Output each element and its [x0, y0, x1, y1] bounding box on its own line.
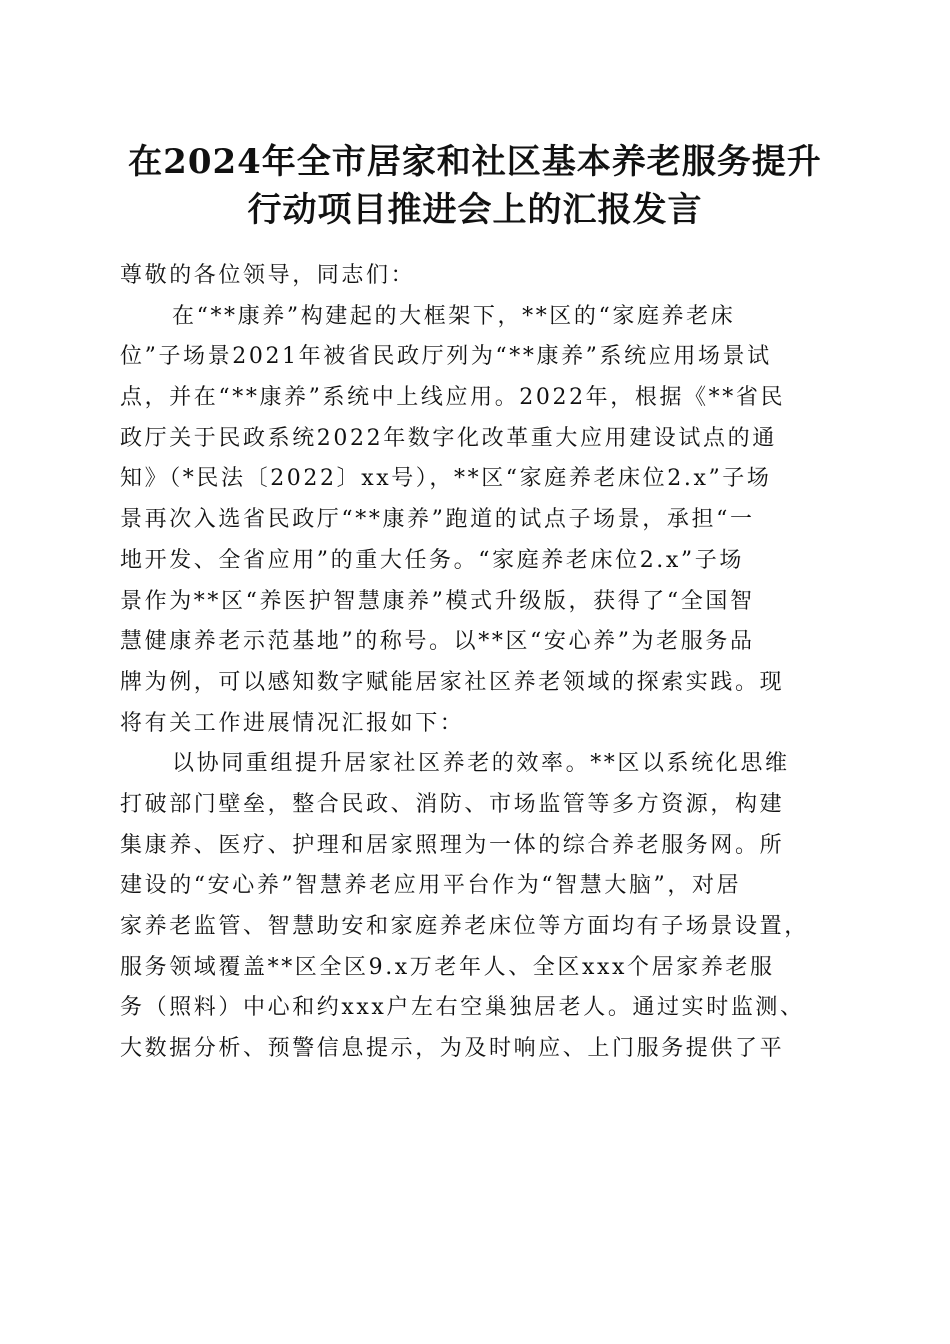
paragraph-2-line: 以协同重组提升居家社区养老的效率。**区以系统化思维 — [172, 751, 790, 777]
paragraph-1-line: 地开发、全省应用”的重大任务。“家庭养老床位2.x”子场 — [120, 547, 744, 573]
salutation: 尊敬的各位领导，同志们： — [120, 263, 416, 288]
paragraph-2-line: 服务领域覆盖**区全区9.x万老年人、全区xxx个居家养老服 — [120, 954, 775, 980]
paragraph-1-line: 知》（*民法〔2022〕xx号），**区“家庭养老床位2.x”子场 — [120, 466, 772, 492]
paragraph-2-line: 集康养、医疗、护理和居家照理为一体的综合养老服务网。所 — [120, 832, 785, 858]
title-line-2: 行动项目推进会上的汇报发言 — [247, 190, 703, 230]
paragraph-1-line: 慧健康养老示范基地”的称号。以**区“安心养”为老服务品 — [120, 629, 755, 655]
document-body — [120, 256, 832, 1070]
paragraph-1-line: 将有关工作进展情况汇报如下： — [120, 710, 465, 736]
paragraph-2-line: 务（照料）中心和约xxx户左右空巢独居老人。通过实时监测、 — [120, 995, 805, 1021]
paragraph-1-line: 政厅关于民政系统2022年数字化改革重大应用建设试点的通 — [120, 425, 777, 451]
paragraph-2-line: 家养老监管、智慧助安和家庭养老床位等方面均有子场景设置， — [120, 914, 809, 939]
paragraph-1-line: 景作为**区“养医护智慧康养”模式升级版，获得了“全国智 — [120, 588, 755, 614]
paragraph-1-line: 位”子场景2021年被省民政厅列为“**康养”系统应用场景试 — [120, 344, 772, 370]
document-title — [90, 138, 860, 234]
title-line-1: 在2024年全市居家和社区基本养老服务提升 — [128, 142, 822, 182]
paragraph-1-line: 在“**康养”构建起的大框架下，**区的“家庭养老床 — [172, 303, 736, 329]
paragraph-1-line: 景再次入选省民政厅“**康养”跑道的试点子场景，承担“一 — [120, 507, 755, 533]
paragraph-2-line: 大数据分析、预警信息提示，为及时响应、上门服务提供了平 — [120, 1036, 785, 1062]
paragraph-2-line: 打破部门壁垒，整合民政、消防、市场监管等多方资源，构建 — [120, 791, 785, 817]
paragraph-2-line: 建设的“安心养”智慧养老应用平台作为“智慧大脑”，对居 — [120, 873, 742, 899]
paragraph-1-line: 点，并在“**康养”系统中上线应用。2022年，根据《**省民 — [120, 385, 786, 411]
paragraph-1-line: 牌为例，可以感知数字赋能居家社区养老领域的探索实践。现 — [120, 669, 785, 695]
